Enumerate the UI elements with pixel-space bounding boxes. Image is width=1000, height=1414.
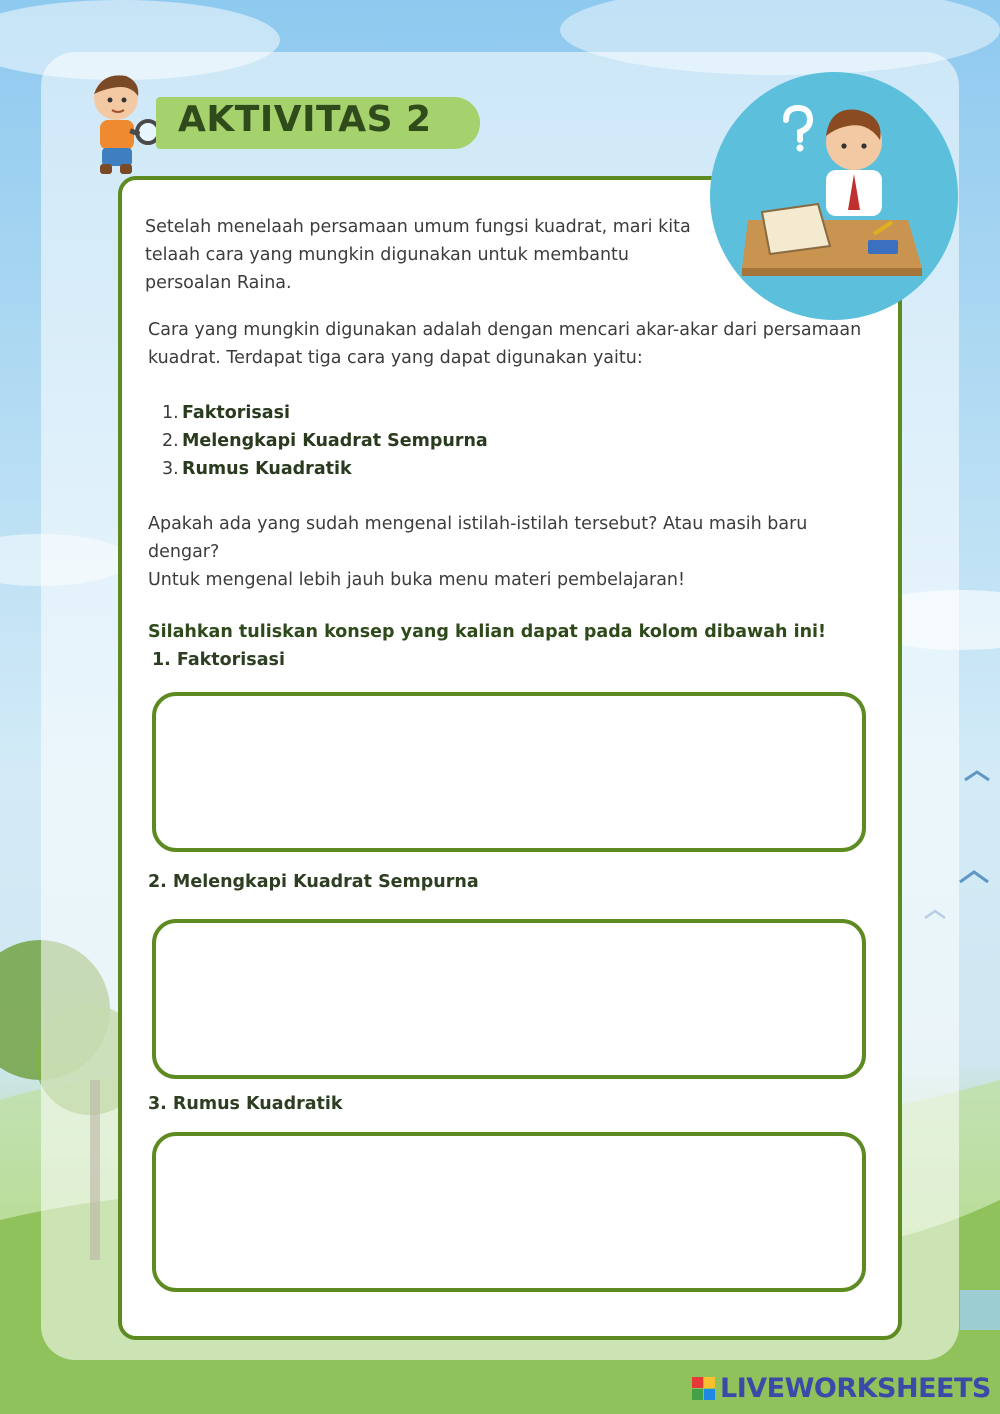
liveworksheets-brand[interactable]: LIVEWORKSHEETS [720, 1373, 991, 1404]
answer-box-faktorisasi[interactable] [152, 692, 866, 852]
methods-intro-paragraph: Cara yang mungkin digunakan adalah dengan mencari akar-akar dari persamaan kuadrat. Terdapat tiga cara yang dapat digunakan yaitu: [148, 320, 862, 368]
methods-list [162, 399, 488, 483]
list-item: 3. Rumus Kuadratik [162, 459, 352, 479]
question-line-2: Untuk mengenal lebih jauh buka menu materi pembelajaran! [148, 570, 686, 590]
boy-magnifier-icon [72, 68, 164, 180]
intro-paragraph: Setelah menelaah persamaan umum fungsi kuadrat, mari kita telaah cara yang mungkin digunakan untuk membantu persoalan Raina. [145, 217, 691, 293]
answer-label-rumus-kuadratik: 3. Rumus Kuadratik [148, 1094, 343, 1114]
thinking-student-icon [708, 70, 960, 322]
instruction-text: Silahkan tuliskan konsep yang kalian dapat pada kolom dibawah ini! [148, 622, 827, 642]
question-paragraph [148, 510, 868, 594]
activity-title: AKTIVITAS 2 [178, 99, 432, 140]
answer-label-faktorisasi: 1. Faktorisasi [152, 650, 285, 670]
list-item: 1. Faktorisasi [162, 403, 291, 423]
question-line-1: Apakah ada yang sudah mengenal istilah-istilah tersebut? Atau masih baru dengar? [148, 514, 808, 562]
list-item: 2. Melengkapi Kuadrat Sempurna [162, 431, 488, 451]
answer-label-kuadrat-sempurna: 2. Melengkapi Kuadrat Sempurna [148, 872, 479, 892]
answer-box-rumus-kuadratik[interactable] [152, 1132, 866, 1292]
answer-box-kuadrat-sempurna[interactable] [152, 919, 866, 1079]
